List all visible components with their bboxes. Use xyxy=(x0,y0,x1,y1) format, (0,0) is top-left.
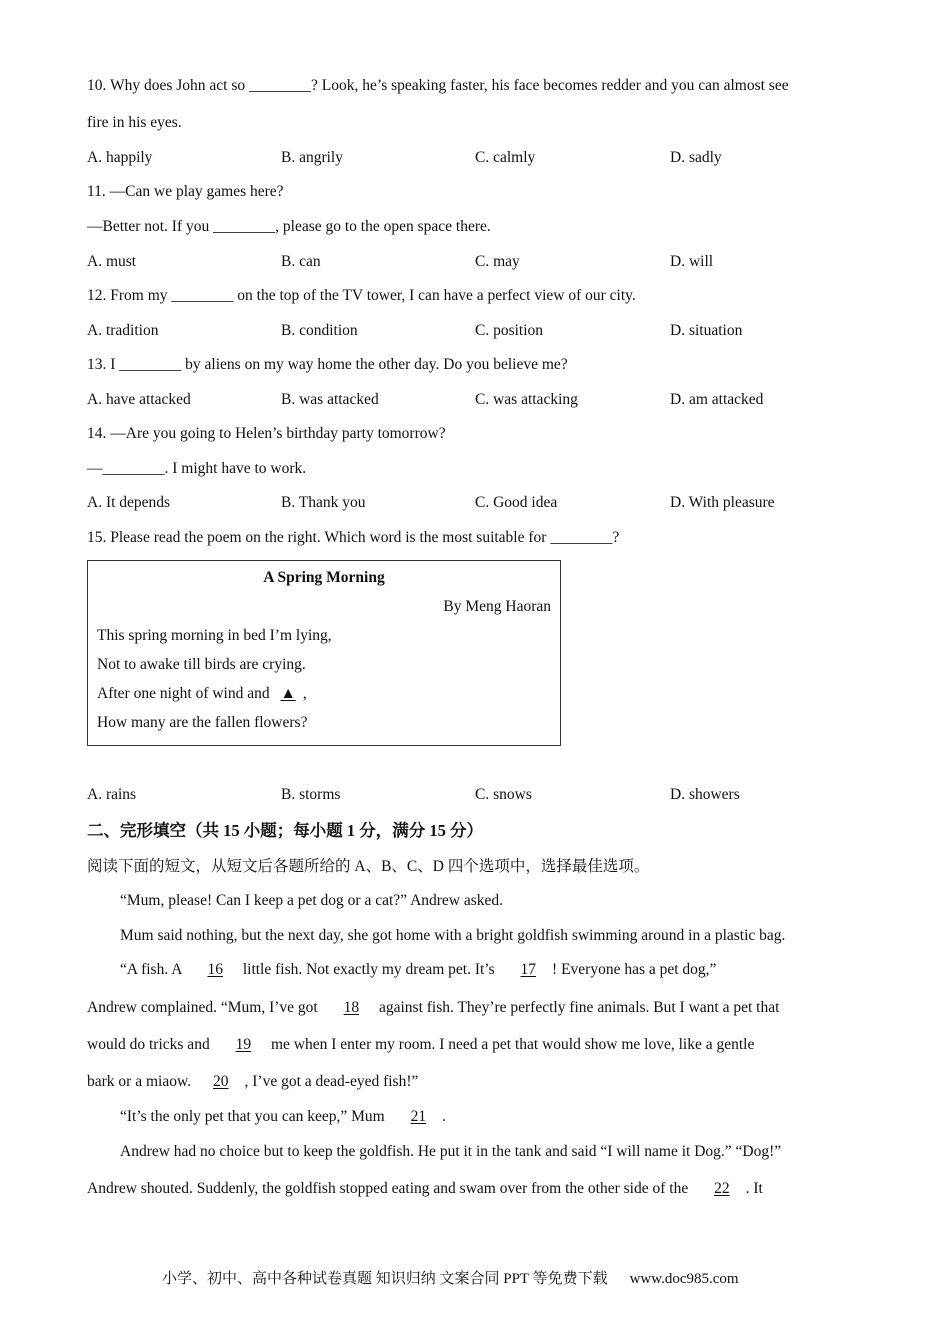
option-c[interactable]: C. position xyxy=(475,322,544,339)
option-b[interactable]: B. can xyxy=(281,253,321,270)
question-14-options xyxy=(87,493,867,513)
poem-line-text: , xyxy=(302,685,307,702)
poem-line-3 xyxy=(97,684,307,704)
stem-text: ? Look, he’s speaking faster, his face becomes redder and you can almost see xyxy=(311,77,789,94)
answer-blank: ________ xyxy=(102,460,165,477)
stem-text: 13. I xyxy=(87,356,120,373)
blank-18[interactable]: 18 xyxy=(343,999,360,1016)
footer-text: 小学、初中、高中各种试卷真题 知识归纳 文案合同 PPT 等免费下载 xyxy=(162,1271,608,1287)
passage-text: little fish. Not exactly my dream pet. It’s xyxy=(238,961,499,978)
passage-text: would do tricks and xyxy=(87,1036,214,1053)
passage-text: “It’s the only pet that you can keep,” Mum xyxy=(120,1108,389,1125)
question-11-line1: 11. —Can we play games here? xyxy=(87,183,284,200)
section-instruction: 阅读下面的短文，从短文后各题所给的 A、B、C、D 四个选项中，选择最佳选项。 xyxy=(87,858,650,875)
option-b[interactable]: B. Thank you xyxy=(281,494,366,511)
stem-text: ? xyxy=(612,529,620,546)
poem-line-2: Not to awake till birds are crying. xyxy=(97,656,306,673)
passage-line-6 xyxy=(87,1072,418,1092)
question-10-stem-continuation: fire in his eyes. xyxy=(87,114,182,131)
question-15-stem xyxy=(87,528,619,548)
section-heading: 二、完形填空（共 15 小题；每小题 1 分，满分 15 分） xyxy=(87,821,483,840)
answer-blank: ________ xyxy=(213,218,276,235)
passage-paragraph-1: “Mum, please! Can I keep a pet dog or a cat?” Andrew asked. xyxy=(120,892,504,909)
passage-line-9 xyxy=(87,1179,763,1199)
stem-text: 12. From my xyxy=(87,287,172,304)
question-14-line1: 14. —Are you going to Helen’s birthday party tomorrow? xyxy=(87,425,446,442)
passage-text: “A fish. A xyxy=(120,961,186,978)
triangle-blank-icon: ▲ xyxy=(280,685,296,702)
poem-box xyxy=(87,560,561,746)
blank-16[interactable]: 16 xyxy=(207,961,223,978)
option-c[interactable]: C. Good idea xyxy=(475,494,558,511)
option-b[interactable]: B. condition xyxy=(281,322,358,339)
question-13-options xyxy=(87,390,867,410)
question-13-stem xyxy=(87,355,568,375)
option-d[interactable]: D. sadly xyxy=(670,149,722,166)
answer-blank: ________ xyxy=(171,287,234,304)
option-a[interactable]: A. rains xyxy=(87,786,137,803)
stem-text: by aliens on my way home the other day. Do you believe me? xyxy=(181,356,568,373)
poem-line-4: How many are the fallen flowers? xyxy=(97,714,308,731)
option-b[interactable]: B. was attacked xyxy=(281,391,379,408)
question-10-stem xyxy=(87,76,789,96)
passage-text: me when I enter my room. I need a pet that would show me love, like a gentle xyxy=(267,1036,755,1053)
passage-paragraph-8: Andrew had no choice but to keep the goldfish. He put it in the tank and said “I will name it Dog.” “Dog!” xyxy=(120,1143,782,1160)
question-12-stem xyxy=(87,286,636,306)
poem-line-text: After one night of wind and xyxy=(97,685,274,702)
option-d[interactable]: D. am attacked xyxy=(670,391,764,408)
blank-22[interactable]: 22 xyxy=(714,1180,730,1197)
stem-text: 10. Why does John act so xyxy=(87,77,250,94)
stem-text: — xyxy=(87,460,103,477)
option-a[interactable]: A. tradition xyxy=(87,322,159,339)
option-a[interactable]: A. have attacked xyxy=(87,391,191,408)
poem-line-1: This spring morning in bed I’m lying, xyxy=(97,627,332,644)
stem-text: —Better not. If you xyxy=(87,218,214,235)
option-d[interactable]: D. will xyxy=(670,253,714,270)
stem-text: . I might have to work. xyxy=(164,460,307,477)
question-14-line2 xyxy=(87,459,306,479)
poem-title: A Spring Morning xyxy=(263,569,385,586)
passage-line-5 xyxy=(87,1035,754,1055)
blank-19[interactable]: 19 xyxy=(235,1036,252,1053)
stem-text: 15. Please read the poem on the right. Which word is the most suitable for xyxy=(87,529,551,546)
option-b[interactable]: B. storms xyxy=(281,786,341,803)
blank-17[interactable]: 17 xyxy=(520,961,537,978)
question-11-options xyxy=(87,252,867,272)
blank-21[interactable]: 21 xyxy=(410,1108,427,1125)
stem-text: , please go to the open space there. xyxy=(275,218,491,235)
answer-blank: ________ xyxy=(249,77,312,94)
option-a[interactable]: A. must xyxy=(87,253,137,270)
option-c[interactable]: C. calmly xyxy=(475,149,536,166)
passage-paragraph-3 xyxy=(120,960,716,980)
passage-text: Andrew complained. “Mum, I’ve got xyxy=(87,999,322,1016)
passage-line-4 xyxy=(87,998,779,1018)
passage-text: . It xyxy=(745,1180,763,1197)
option-c[interactable]: C. snows xyxy=(475,786,532,803)
footer-url-link[interactable]: www.doc985.com xyxy=(629,1271,739,1287)
passage-text: Andrew shouted. Suddenly, the goldfish stopped eating and swam over from the other side of the xyxy=(87,1180,693,1197)
option-d[interactable]: D. situation xyxy=(670,322,743,339)
answer-blank: ________ xyxy=(550,529,613,546)
passage-text: bark or a miaow. xyxy=(87,1073,192,1090)
passage-paragraph-2: Mum said nothing, but the next day, she got home with a bright goldfish swimming around in a plastic bag. xyxy=(120,927,786,944)
option-d[interactable]: D. showers xyxy=(670,786,740,803)
option-c[interactable]: C. was attacking xyxy=(475,391,578,408)
blank-20[interactable]: 20 xyxy=(213,1073,229,1090)
passage-paragraph-7 xyxy=(120,1107,446,1127)
page-footer xyxy=(162,1269,739,1289)
option-b[interactable]: B. angrily xyxy=(281,149,343,166)
option-c[interactable]: C. may xyxy=(475,253,520,270)
poem-author: By Meng Haoran xyxy=(443,598,551,615)
passage-text: ! Everyone has a pet dog,” xyxy=(552,961,717,978)
question-11-line2 xyxy=(87,217,491,237)
question-12-options xyxy=(87,321,867,341)
passage-text: , I’ve got a dead-eyed fish!” xyxy=(244,1073,419,1090)
option-a[interactable]: A. It depends xyxy=(87,494,171,511)
stem-text: on the top of the TV tower, I can have a perfect view of our city. xyxy=(233,287,636,304)
option-a[interactable]: A. happily xyxy=(87,149,153,166)
passage-text: . xyxy=(442,1108,446,1125)
question-15-options xyxy=(87,785,867,805)
question-10-options xyxy=(87,148,867,168)
answer-blank: ________ xyxy=(119,356,182,373)
option-d[interactable]: D. With pleasure xyxy=(670,494,775,511)
passage-text: against fish. They’re perfectly fine animals. But I want a pet that xyxy=(375,999,780,1016)
